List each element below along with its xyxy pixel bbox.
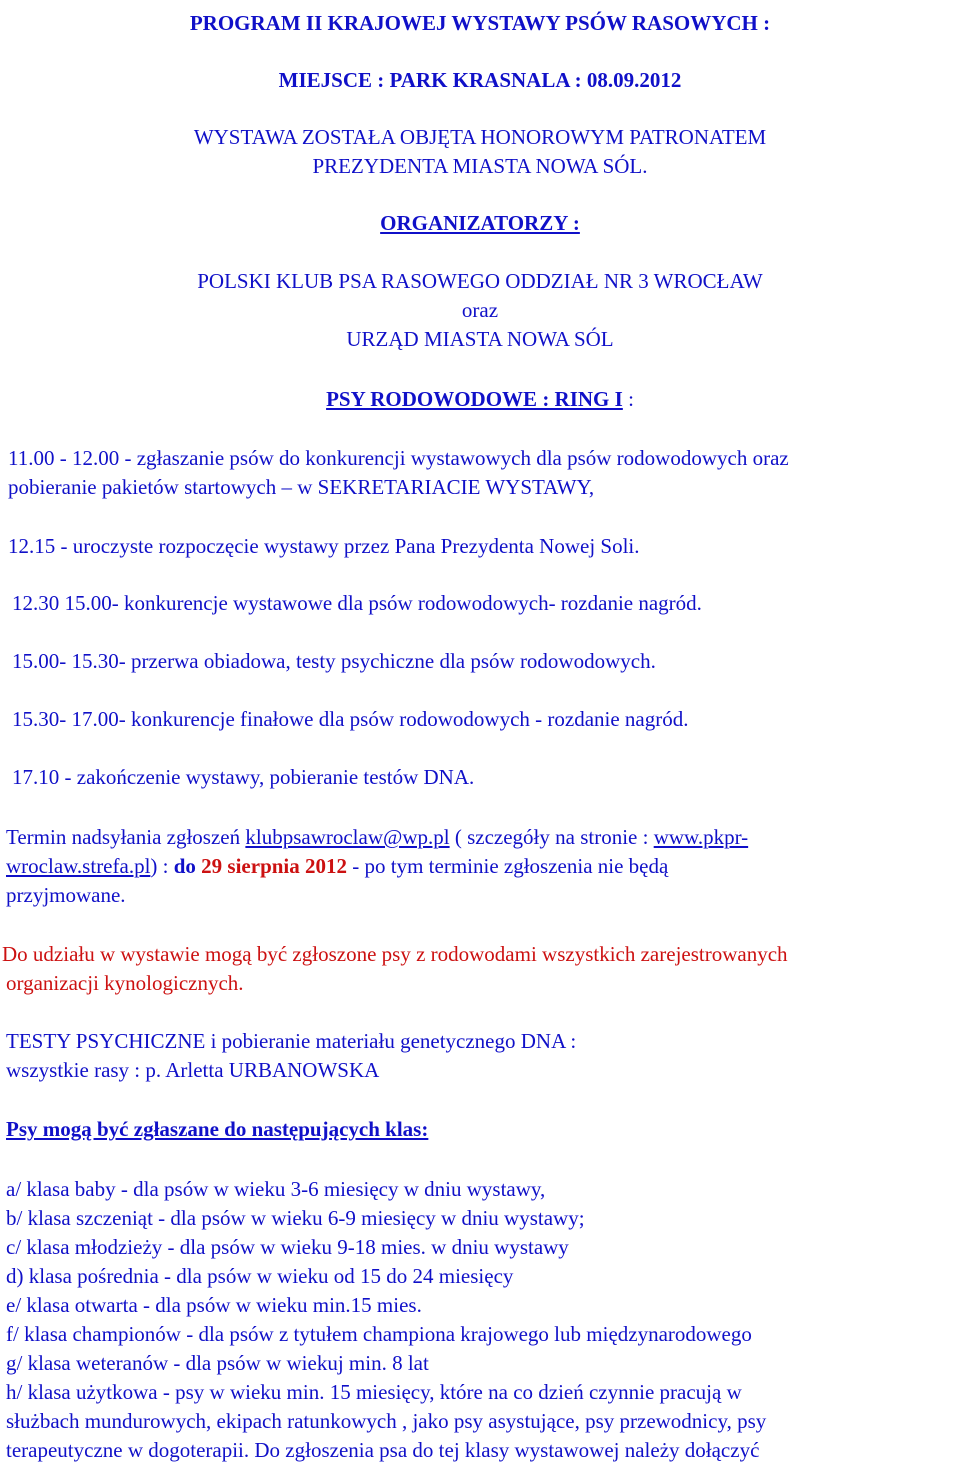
- ring-heading: [0, 386, 960, 412]
- organizers-heading: ORGANIZATORZY :: [380, 211, 580, 235]
- class-d: d) klasa pośrednia - dla psów w wieku od 15 do 24 miesięcy: [6, 1264, 514, 1288]
- ring-heading-colon: :: [622, 387, 634, 411]
- deadline-suffix: - po tym terminie zgłoszenia nie będą: [347, 854, 669, 878]
- deadline-date: 29 sierpnia 2012: [201, 854, 348, 878]
- deadline-middle: ( szczegóły na stronie :: [449, 825, 654, 849]
- tests-line-2: wszystkie rasy : p. Arletta URBANOWSKA: [6, 1058, 380, 1082]
- deadline-after-url: ) :: [150, 854, 174, 878]
- class-g: g/ klasa weteranów - dla psów w wiekuj min. 8 lat: [6, 1351, 429, 1375]
- patronage-line-2: PREZYDENTA MIASTA NOWA SÓL.: [312, 154, 648, 178]
- deadline-prefix: Termin nadsyłania zgłoszeń: [6, 825, 246, 849]
- organizer-and: oraz: [461, 298, 499, 322]
- schedule-item-5: 15.30- 17.00- konkurencje finałowe dla psów rodowodowych - rozdanie nagród.: [12, 707, 689, 731]
- schedule-item-1-line-2: pobieranie pakietów startowych – w SEKRETARIACIE WYSTAWY,: [8, 475, 595, 499]
- notice-line-1: Do udziału w wystawie mogą być zgłoszone psy z rodowodami wszystkich zarejestrowanych: [2, 942, 788, 966]
- class-h-line-1: h/ klasa użytkowa - psy w wieku min. 15 miesięcy, które na co dzień czynnie pracują w: [6, 1380, 742, 1404]
- notice-line-2: organizacji kynologicznych.: [6, 971, 244, 995]
- page-title: PROGRAM II KRAJOWEJ WYSTAWY PSÓW RASOWYCH :: [189, 11, 771, 35]
- classes-heading: Psy mogą być zgłaszane do następujących klas:: [6, 1117, 429, 1141]
- ring-heading-label: PSY RODOWODOWE : RING I: [326, 387, 623, 411]
- deadline-do: do: [173, 854, 202, 878]
- deadline-line-2: [6, 853, 668, 879]
- organizer-1: POLSKI KLUB PSA RASOWEGO ODDZIAŁ NR 3 WROCŁAW: [197, 269, 763, 293]
- email-link[interactable]: klubpsawroclaw@wp.pl: [245, 825, 450, 849]
- tests-line-1: TESTY PSYCHICZNE i pobieranie materiału genetycznego DNA :: [6, 1029, 577, 1053]
- deadline-line-3: przyjmowane.: [6, 883, 126, 907]
- schedule-item-2: 12.15 - uroczyste rozpoczęcie wystawy przez Pana Prezydenta Nowej Soli.: [8, 534, 640, 558]
- class-h-line-2: służbach mundurowych, ekipach ratunkowych , jako psy asystujące, psy przewodnicy, psy: [6, 1409, 767, 1433]
- schedule-item-1-line-1: 11.00 - 12.00 - zgłaszanie psów do konkurencji wystawowych dla psów rodowodowych oraz: [8, 446, 789, 470]
- class-h-line-3: terapeutyczne w dogoterapii. Do zgłoszenia psa do tej klasy wystawowej należy dołączyć: [6, 1438, 760, 1462]
- patronage-line-1: WYSTAWA ZOSTAŁA OBJĘTA HONOROWYM PATRONATEM: [193, 125, 767, 149]
- website-link-part-1[interactable]: www.pkpr-: [653, 825, 749, 849]
- deadline-line-1: [6, 824, 748, 850]
- class-e: e/ klasa otwarta - dla psów w wieku min.15 mies.: [6, 1293, 422, 1317]
- schedule-item-4: 15.00- 15.30- przerwa obiadowa, testy psychiczne dla psów rodowodowych.: [12, 649, 656, 673]
- schedule-item-3: 12.30 15.00- konkurencje wystawowe dla psów rodowodowych- rozdanie nagród.: [12, 591, 702, 615]
- class-b: b/ klasa szczeniąt - dla psów w wieku 6-9 miesięcy w dniu wystawy;: [6, 1206, 585, 1230]
- website-link-part-2[interactable]: wroclaw.strefa.pl: [6, 854, 151, 878]
- class-a: a/ klasa baby - dla psów w wieku 3-6 miesięcy w dniu wystawy,: [6, 1177, 546, 1201]
- class-c: c/ klasa młodzieży - dla psów w wieku 9-18 mies. w dniu wystawy: [6, 1235, 569, 1259]
- class-f: f/ klasa championów - dla psów z tytułem championa krajowego lub międzynarodowego: [6, 1322, 752, 1346]
- organizer-2: URZĄD MIASTA NOWA SÓL: [346, 327, 614, 351]
- schedule-item-6: 17.10 - zakończenie wystawy, pobieranie testów DNA.: [12, 765, 475, 789]
- show-location: MIEJSCE : PARK KRASNALA : 08.09.2012: [278, 68, 682, 92]
